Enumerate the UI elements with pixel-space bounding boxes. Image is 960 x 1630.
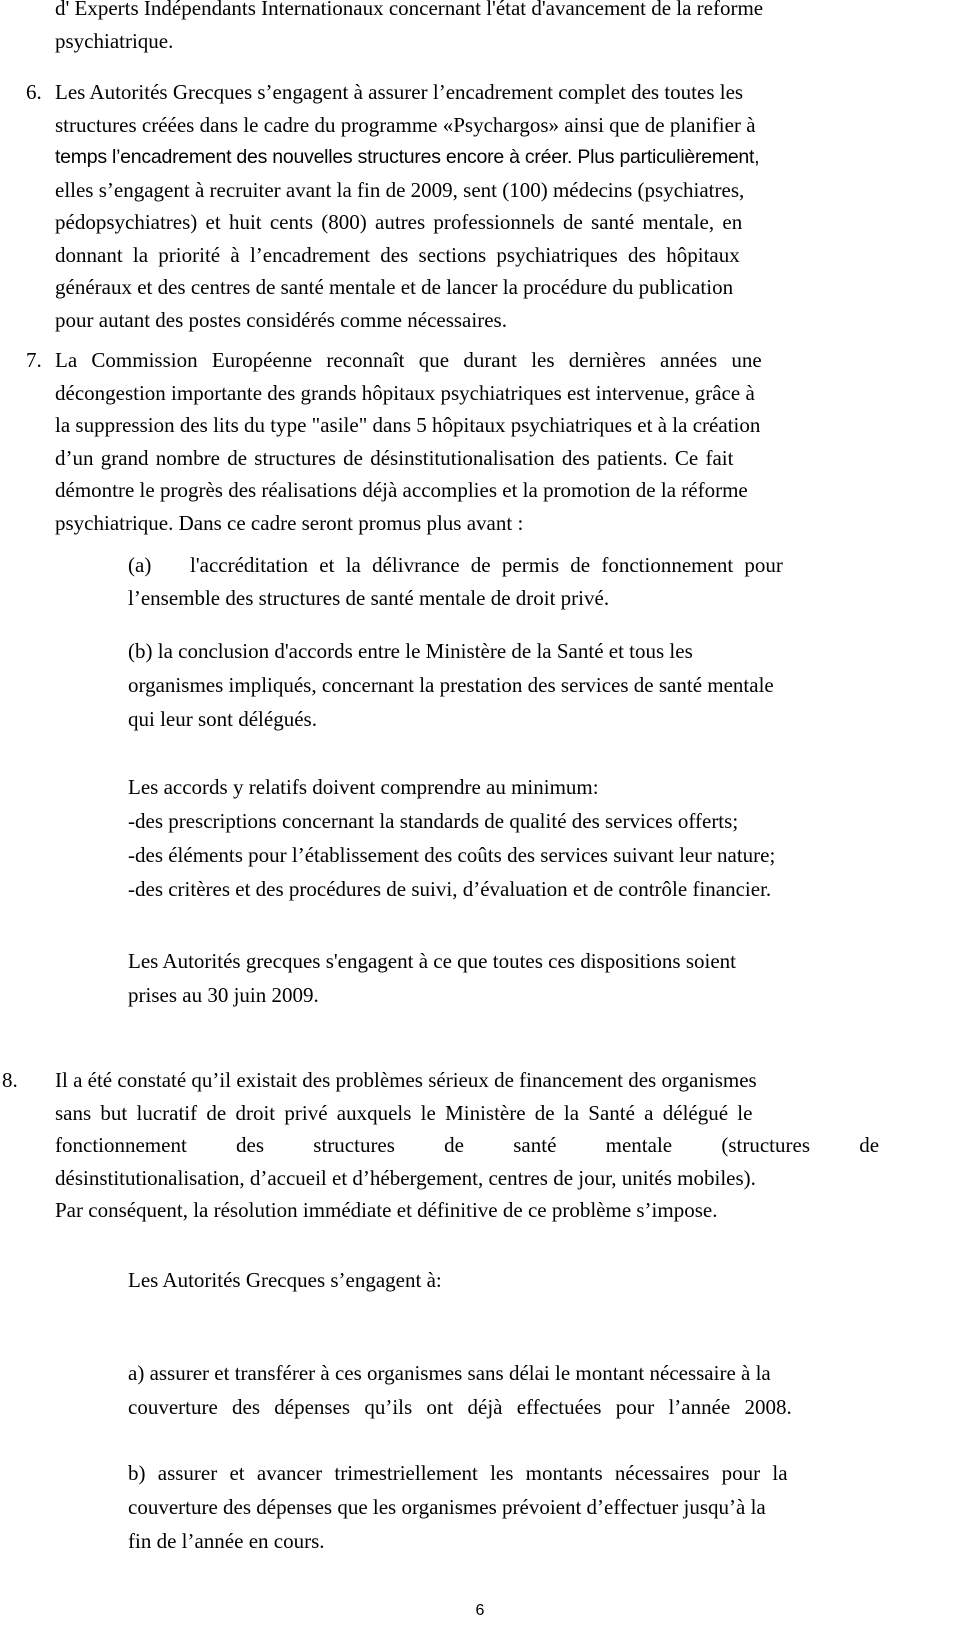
item-line: (b) la conclusion d'accords entre le Ministère de la Santé et tous les bbox=[128, 639, 693, 663]
item-line: l’ensemble des structures de santé mentale de droit privé. bbox=[128, 585, 610, 610]
paragraph-number: 7. bbox=[26, 348, 42, 372]
commitment-line: couverture des dépenses que les organismes prévoient d’effectuer jusqu’à la bbox=[128, 1495, 766, 1519]
item-b-agreements bbox=[128, 634, 960, 736]
commitment-heading bbox=[128, 1263, 960, 1297]
intro-line: d' Experts Indépendants Internationaux concernant l'état d'avancement de la reforme bbox=[55, 0, 764, 20]
engagement-line: prises au 30 juin 2009. bbox=[128, 983, 319, 1007]
paragraph-7-body bbox=[55, 344, 960, 539]
paragraph-line: pédopsychiatres) et huit cents (800) autres professionnels de santé mentale, en bbox=[55, 210, 743, 234]
commitment-line: fin de l’année en cours. bbox=[128, 1529, 325, 1553]
paragraph-number: 6. bbox=[26, 80, 42, 104]
paragraph-line: sans but lucratif de droit privé auxquels le Ministère de la Santé a délégué le bbox=[55, 1100, 753, 1125]
commitment-line: couverture des dépenses qu’ils ont déjà effectuées pour l’année 2008. bbox=[128, 1395, 792, 1419]
paragraph-line: temps l’encadrement des nouvelles structures encore à créer. Plus particulièrement, bbox=[55, 146, 760, 168]
commitment-item-a bbox=[128, 1356, 960, 1424]
item-label: (a) bbox=[128, 553, 152, 577]
engagement-line: Les Autorités grecques s'engagent à ce que toutes ces dispositions soient bbox=[128, 949, 736, 973]
paragraph-line: Par conséquent, la résolution immédiate et définitive de ce problème s’impose. bbox=[55, 1198, 718, 1222]
paragraph-line: généraux et des centres de santé mentale et de lancer la procédure du publication bbox=[55, 275, 734, 299]
accords-list-item: -des critères et des procédures de suivi, d’évaluation et de contrôle financier. bbox=[128, 877, 772, 901]
paragraph-number: 8. bbox=[2, 1068, 18, 1092]
commitment-line: a) assurer et transférer à ces organismes sans délai le montant nécessaire à la bbox=[128, 1361, 771, 1385]
paragraph-line: structures créées dans le cadre du programme «Psychargos» ainsi que de planifier à bbox=[55, 112, 756, 137]
commitment-item-b bbox=[128, 1456, 960, 1558]
paragraph-6-body bbox=[55, 76, 960, 336]
paragraph-line: donnant la priorité à l’encadrement des sections psychiatriques des hôpitaux bbox=[55, 242, 740, 267]
commitment-heading-text: Les Autorités Grecques s’engagent à: bbox=[128, 1268, 442, 1292]
item-line: organismes impliqués, concernant la prestation des services de santé mentale bbox=[128, 673, 774, 697]
item-line: qui leur sont délégués. bbox=[128, 707, 317, 731]
paragraph-line: décongestion importante des grands hôpitaux psychiatriques est intervenue, grâce à bbox=[55, 380, 755, 405]
paragraph-line: pour autant des postes considérés comme nécessaires. bbox=[55, 307, 507, 332]
paragraph-line: la suppression des lits du type "asile" dans 5 hôpitaux psychiatriques et à la création bbox=[55, 413, 761, 437]
accords-list-item: -des prescriptions concernant la standards de qualité des services offerts; bbox=[128, 809, 739, 833]
paragraph-line: démontre le progrès des réalisations déjà accomplies et la promotion de la réforme bbox=[55, 478, 748, 502]
commitment-line: b) assurer et avancer trimestriellement les montants nécessaires pour la bbox=[128, 1461, 788, 1485]
paragraph-line: elles s’engagent à recruiter avant la fin de 2009, sent (100) médecins (psychiatres, bbox=[55, 177, 745, 202]
paragraph-line: d’un grand nombre de structures de désinstitutionalisation des patients. Ce fait bbox=[55, 445, 734, 470]
paragraph-line: fonctionnement des structures de santé mentale (structures de bbox=[55, 1133, 880, 1157]
paragraph-line: La Commission Européenne reconnaît que durant les dernières années une bbox=[55, 348, 762, 372]
intro-line: psychiatrique. bbox=[55, 28, 174, 53]
intro-paragraph bbox=[55, 0, 960, 57]
page-number: 6 bbox=[475, 1602, 485, 1619]
paragraph-line: désinstitutionalisation, d’accueil et d’hébergement, centres de jour, unités mobiles). bbox=[55, 1165, 756, 1190]
item-line: l'accréditation et la délivrance de permis de fonctionnement pour bbox=[190, 553, 783, 577]
accords-requirements bbox=[128, 770, 960, 906]
paragraph-line: Les Autorités Grecques s’engagent à assurer l’encadrement complet des toutes les bbox=[55, 80, 744, 104]
engagement-statement bbox=[128, 944, 960, 1012]
accords-list-item: -des éléments pour l’établissement des coûts des services suivant leur nature; bbox=[128, 843, 776, 867]
accords-heading: Les accords y relatifs doivent comprendre au minimum: bbox=[128, 775, 599, 799]
paragraph-line: Il a été constaté qu’il existait des problèmes sérieux de financement des organismes bbox=[55, 1068, 757, 1092]
paragraph-8-body bbox=[55, 1064, 960, 1227]
paragraph-line: psychiatrique. Dans ce cadre seront promus plus avant : bbox=[55, 510, 524, 535]
